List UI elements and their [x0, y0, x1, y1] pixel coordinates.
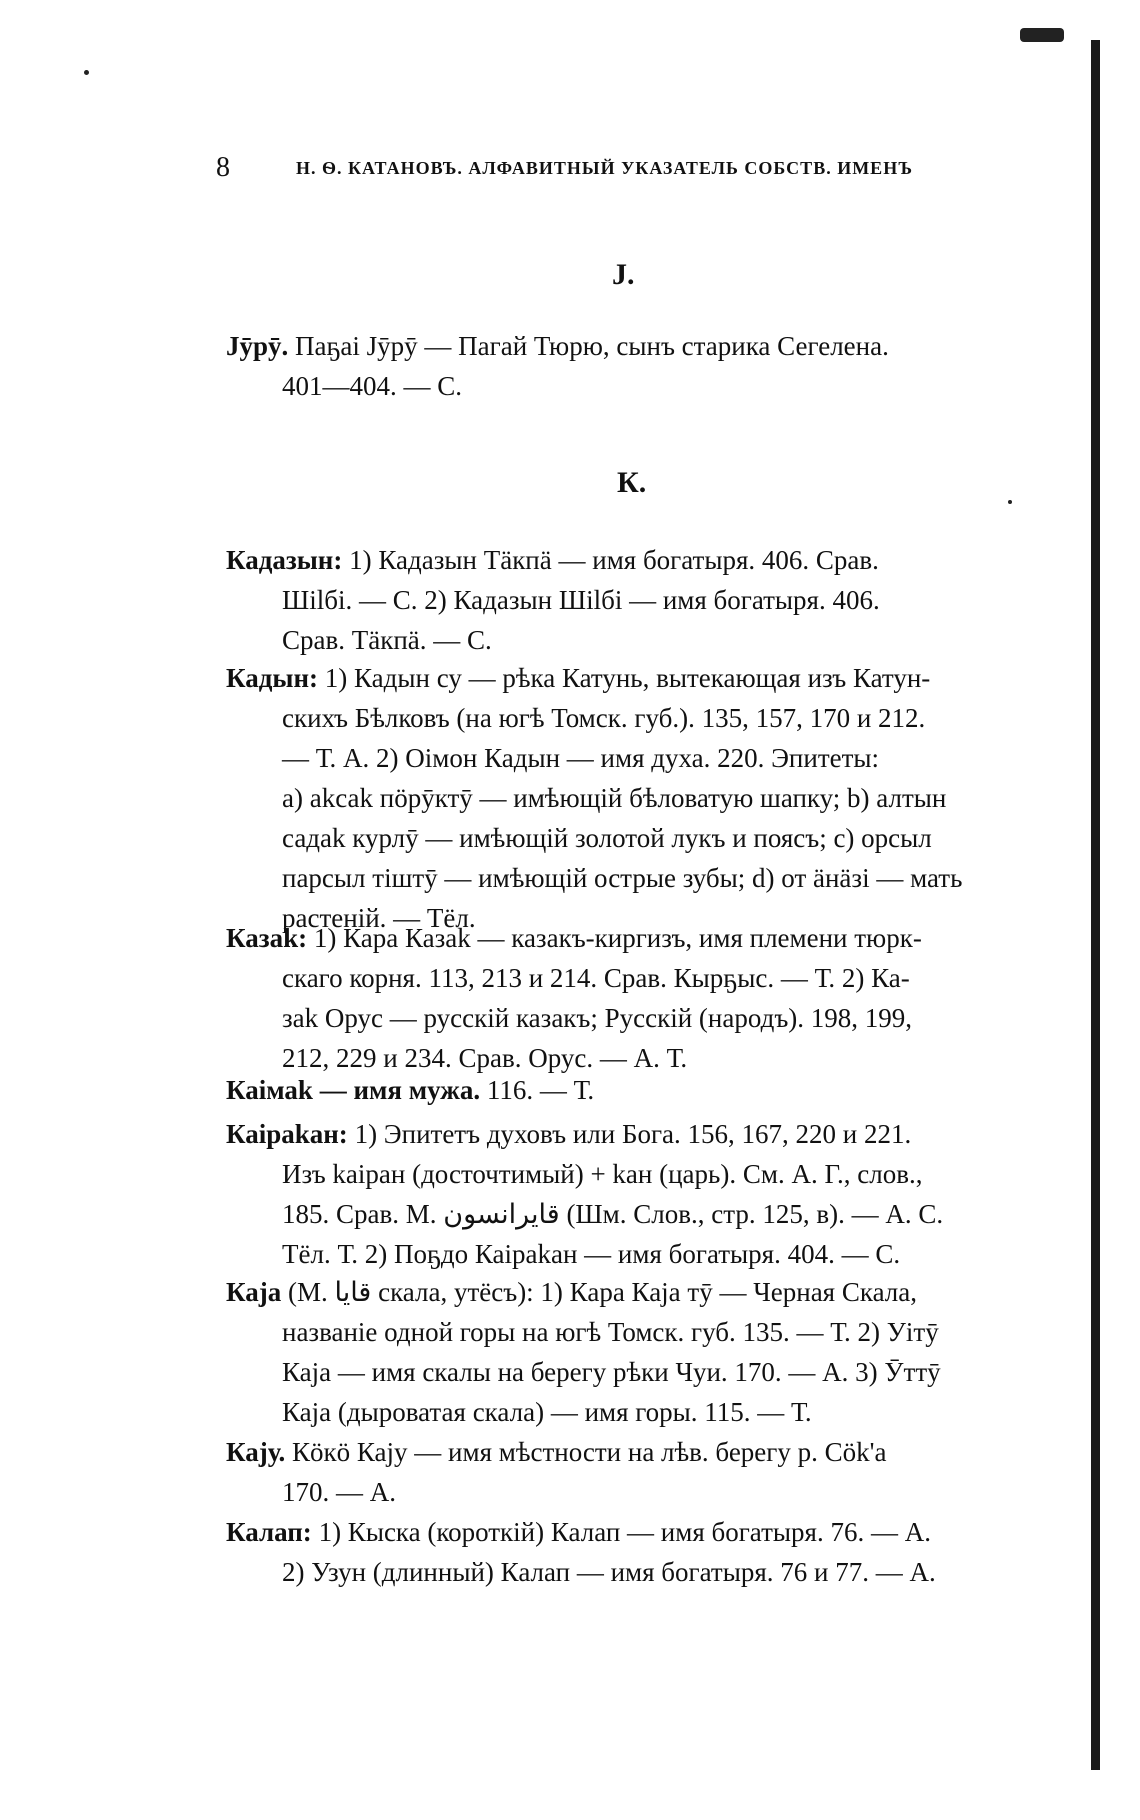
entry-line: Изъ kаіран (досточтимый) + kан (царь). См. А. Г., слов.,	[282, 1159, 923, 1189]
entry-line: Каіраkан: 1) Эпитетъ духовъ или Бога. 156, 167, 220 и 221.	[226, 1119, 912, 1149]
dictionary-entry-kaimak	[226, 1070, 1046, 1110]
entry-headword: Каjу.	[226, 1437, 286, 1467]
dictionary-entry-juru	[226, 326, 1046, 406]
entry-line: заk Орус — русскій казакъ; Русскій (народъ). 198, 199,	[282, 1003, 913, 1033]
ink-speck	[1008, 500, 1012, 504]
entry-line: 170. — А.	[282, 1477, 396, 1507]
entry-line: 212, 229 и 234. Срав. Орус. — А. Т.	[282, 1043, 688, 1073]
section-letter-k: К.	[617, 466, 647, 499]
entry-line: Казаk: 1) Кара Казаk — казакъ-киргизъ, имя племени тюрк-	[226, 923, 922, 953]
page-number: 8	[216, 152, 230, 183]
entry-line: растеній. — Тёл.	[282, 903, 476, 933]
entry-line: 185. Срав. М. قايرانسون (Шм. Слов., стр. 125, в). — А. С.	[282, 1199, 944, 1229]
entry-headword: Каімаk — имя мужа.	[226, 1075, 481, 1105]
entry-headword: Каіраkан:	[226, 1119, 348, 1149]
entry-line: Каjа — имя скалы на берегу рѣки Чуи. 170. — А. 3) Ӯттӯ	[282, 1357, 941, 1387]
entry-line: Срав. Тäкпä. — С.	[282, 625, 492, 655]
entry-line: а) аkсаk пöрӯктӯ — имѣющій бѣловатую шапку; b) алтын	[282, 783, 947, 813]
entry-headword: Каjа	[226, 1277, 288, 1307]
entry-line: Кадазын: 1) Кадазын Тäкпä — имя богатыря. 406. Срав.	[226, 545, 879, 575]
entry-line: Калап: 1) Кыска (короткій) Калап — имя богатыря. 76. — А.	[226, 1517, 931, 1547]
entry-headword: Казаk:	[226, 923, 308, 953]
entry-line: скаго корня. 113, 213 и 214. Срав. Кырҕыс. — Т. 2) Ка-	[282, 963, 910, 993]
entry-line: Шіlбі. — С. 2) Кадазын Шіlбі — имя богатыря. 406.	[282, 585, 880, 615]
entry-line: Каjу. Кöкö Каjу — имя мѣстности на лѣв. берегу р. Сök'а	[226, 1437, 887, 1467]
entry-line: 401—404. — С.	[282, 371, 463, 401]
entry-line: скихъ Бѣлковъ (на югѣ Томск. губ.). 135, 157, 170 и 212.	[282, 703, 926, 733]
entry-line: Тёл. Т. 2) Поҕдо Каіраkан — имя богатыря. 404. — С.	[282, 1239, 901, 1269]
entry-line: парсыл тіштӯ — имѣющій острые зубы; d) от äнäзі — мать	[282, 863, 963, 893]
dictionary-entry-kalap	[226, 1512, 1046, 1592]
entry-line: Каjа (дыроватая скала) — имя горы. 115. — Т.	[282, 1397, 812, 1427]
entry-headword: Кадын:	[226, 663, 319, 693]
dictionary-entry-kadazyn	[226, 540, 1046, 660]
entry-headword: Кадазын:	[226, 545, 343, 575]
entry-line: — Т. А. 2) Оімон Кадын — имя духа. 220. Эпитеты:	[282, 743, 880, 773]
ink-speck	[1020, 28, 1064, 42]
dictionary-entry-kaja	[226, 1272, 1046, 1432]
scan-edge-bar	[1091, 40, 1100, 1770]
entry-line: названіе одной горы на югѣ Томск. губ. 135. — Т. 2) Уітӯ	[282, 1317, 939, 1347]
dictionary-entry-kazak	[226, 918, 1046, 1078]
page-header	[216, 152, 1046, 192]
entry-line: Каімаk — имя мужа. 116. — Т.	[226, 1075, 595, 1105]
dictionary-entry-kadyn	[226, 658, 1046, 938]
dictionary-entry-kaju	[226, 1432, 1046, 1512]
entry-headword: Jӯрӯ.	[226, 331, 289, 361]
entry-line: Каjа (М. قايا скала, утёсъ): 1) Кара Каjа тӯ — Черная Скала,	[226, 1277, 917, 1307]
entry-headword: Калап:	[226, 1517, 312, 1547]
entry-line: 2) Узун (длинный) Калап — имя богатыря. 76 и 77. — А.	[282, 1557, 936, 1587]
section-letter-j: J.	[612, 258, 635, 291]
dictionary-entry-kairakan	[226, 1114, 1046, 1274]
entry-line: садаk курлӯ — имѣющій золотой лукъ и поясъ; c) орсыл	[282, 823, 932, 853]
running-title: Н. Ѳ. КАТАНОВЪ. АЛФАВИТНЫЙ УКАЗАТЕЛЬ СОБСТВ. ИМЕНЪ	[296, 158, 913, 178]
entry-line: Jӯрӯ. Паҕаі Jӯрӯ — Пагай Тюрю, сынъ старика Сегелена.	[226, 331, 889, 361]
ink-speck	[84, 70, 89, 75]
entry-line: Кадын: 1) Кадын су — рѣка Катунь, вытекающая изъ Катун-	[226, 663, 931, 693]
